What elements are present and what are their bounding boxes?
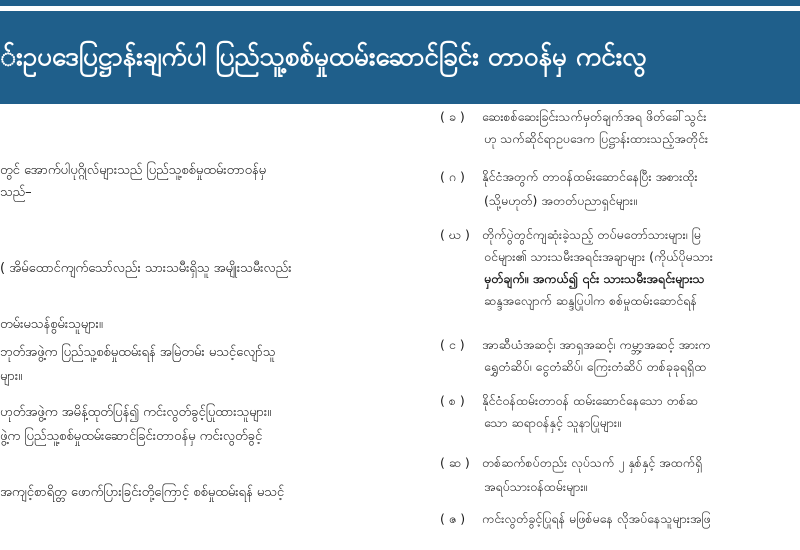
- item-marker: ( ဆ ): [440, 455, 470, 470]
- left-paragraph-line: ဖွဲ့က ပြည်သူ့စစ်မှုထမ်းဆောင်ခြင်းတာဝန်မှ ကင်းလွတ်ခွင့်: [0, 429, 263, 444]
- left-paragraph-line: များ။: [0, 369, 23, 384]
- left-paragraph-line: ( အိမ်ထောင်ကျက်သော်လည်း သားသမီးရှိသူ အမျိုးသမီးလည်း: [0, 261, 292, 276]
- item-text: နိုင်ငံအတွက် တာဝန်ထမ်းဆောင်နေပြီး အစားထိုး: [482, 169, 698, 184]
- item-marker: ( ခ ): [440, 109, 465, 124]
- left-paragraph-line: ဟုတ်အဖွဲ့က အမိန့်ထုတ်ပြန်၍ ကင်းလွတ်ခွင့်ပြုထားသူများ။: [0, 405, 272, 420]
- item-text: ကင်းလွတ်ခွင့်ပြုရန် မဖြစ်မနေ လိုအပ်နေသူများအဖြ: [482, 511, 711, 526]
- item-marker: ( ဇ ): [440, 511, 466, 526]
- left-paragraph-line: အကျင့်စာရိတ္တ ဖောက်ပြားခြင်းတို့ကြောင့် စစ်မှုထမ်းရန် မသင့်: [0, 485, 285, 500]
- right-column: [440, 104, 800, 550]
- list-item: [440, 106, 706, 128]
- list-item: [440, 224, 701, 246]
- list-item: [440, 166, 698, 188]
- item-text: တိုက်ပွဲတွင်ကျဆုံးခဲ့သည့် တပ်မတော်သားများ၊ မြ: [482, 227, 701, 242]
- item-text: အာဆီယံအဆင့်၊ အာရှအဆင့်၊ ကမ္ဘာ့အဆင့် အားက: [482, 337, 711, 352]
- item-text-continuation: ဟု သက်ဆိုင်ရာဥပဒေက ပြဋ္ဌာန်းထားသည့်အတိုင်း: [484, 131, 709, 146]
- item-marker: ( င ): [440, 337, 465, 352]
- left-paragraph-line: သည်–: [0, 185, 32, 200]
- left-paragraph-line: တမ်းမသန်စွမ်းသူများ။: [0, 317, 103, 332]
- list-item: [440, 452, 702, 474]
- left-column: [0, 104, 428, 550]
- item-note-line: မှတ်ချက်။ အကယ်၍ ၎င်း သားသမီးအရင်းများသ: [484, 271, 705, 286]
- item-text-continuation: ဝင်များ၏ သားသမီးအရင်းအချာများ (ကိုယ်ပိုမသား: [484, 249, 713, 264]
- list-item: [440, 334, 711, 356]
- item-text-continuation: သော ဆရာဝန်နှင့် သူနာပြုများ။: [484, 415, 621, 430]
- page-title: ်းဥပဒေပြဋ္ဌာန်းချက်ပါ ပြည်သူ့စစ်မှုထမ်းဆောင်ခြင်း တာဝန်မှ ကင်းလွ: [0, 42, 647, 72]
- left-paragraph-line: တွင် အောက်ပါပုဂ္ဂိုလ်များသည် ပြည်သူ့စစ်မှုထမ်းတာဝန်မှ: [0, 163, 267, 178]
- item-text-continuation: အရပ်သားဝန်ထမ်းများ။: [484, 479, 588, 494]
- item-text-continuation: ရွှေတံဆိပ်၊ ငွေတံဆိပ်၊ ကြေးတံဆိပ် တစ်ခုခုရရှိထ: [484, 359, 707, 374]
- item-marker: ( ဂ ): [440, 169, 465, 184]
- item-text-continuation: ဆန္ဒအလျောက် ဆန္ဒပြုပါက စစ်မှုထမ်းဆောင်ရန်: [484, 293, 697, 308]
- item-text: တစ်ဆက်စပ်တည်း လုပ်သက် ၂ နှစ်နှင့် အထက်ရှိ: [482, 455, 703, 470]
- title-banner: [0, 11, 800, 104]
- list-item: [440, 390, 698, 412]
- item-text: နိုင်ငံဝန်ထမ်းတာဝန် ထမ်းဆောင်နေသော တစ်ဆ: [482, 393, 698, 408]
- item-text: ဆေးစစ်ဆေးခြင်းသက်မှတ်ချက်အရ ဖိတ်ခေါ်သွင်း: [482, 109, 707, 124]
- left-paragraph-line: ဘုတ်အဖွဲ့က ပြည်သူ့စစ်မှုထမ်းရန် အမြဲတမ်း မသင့်လျော်သူ: [0, 345, 276, 360]
- item-text-continuation: (သို့မဟုတ်) အတတ်ပညာရှင်များ။: [484, 193, 637, 208]
- item-marker: ( ဃ ): [440, 227, 470, 242]
- list-item: [440, 508, 711, 530]
- item-marker: ( စ ): [440, 393, 465, 408]
